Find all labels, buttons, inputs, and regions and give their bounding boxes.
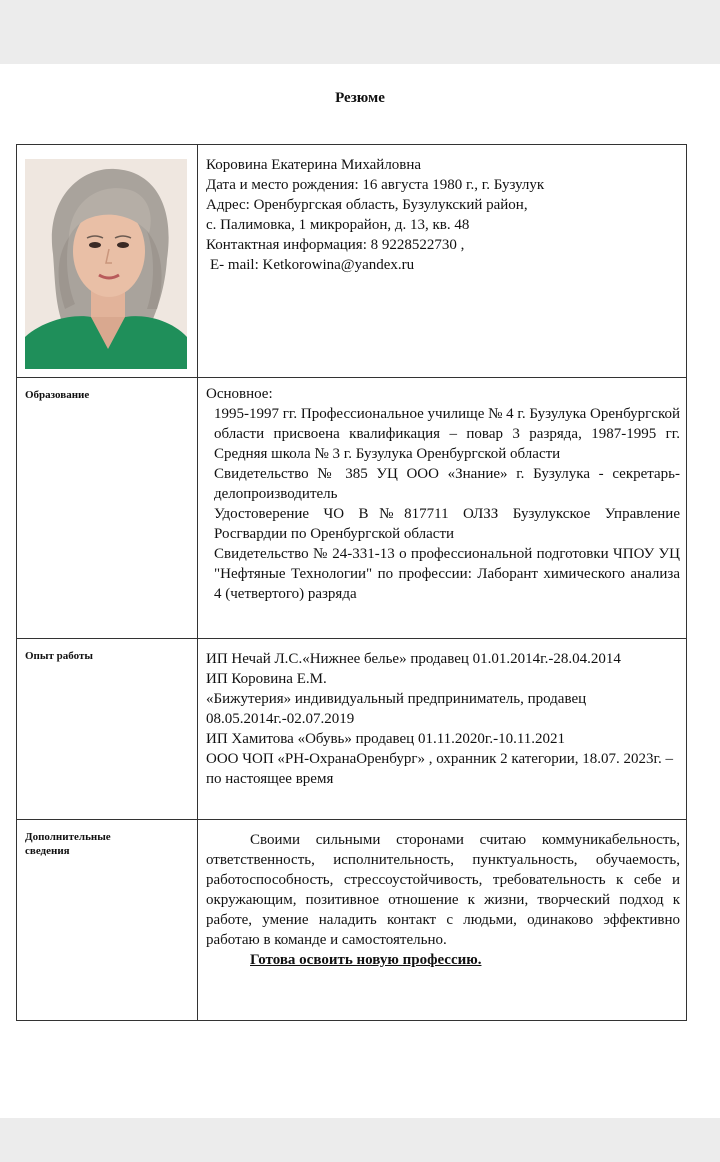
- additional-text: Своими сильными сторонами считаю коммуникабельность, ответственность, исполнительность, пунктуальность, обучаемость, работоспособность, стрессоустойчивость, требовательность к себе и окружающим, позитивное отношение к жизни, творческий подход к работе, умение наладить контакт с людьми, одинаково эффективно работаю в команде и самостоятельно.: [206, 832, 680, 948]
- person-portrait-icon: [25, 159, 187, 369]
- work-entry: ИП Коровина Е.М.: [206, 671, 327, 687]
- resume-table: [16, 144, 687, 1021]
- address-line-1: Адрес: Оренбургская область, Бузулукский район,: [206, 197, 528, 213]
- additional-label-cell: [17, 820, 198, 1021]
- work-label: Опыт работы: [25, 650, 93, 662]
- education-label-cell: [17, 378, 198, 639]
- personal-info-cell: [198, 145, 687, 378]
- document-title: Резюме: [335, 90, 385, 106]
- additional-row: [17, 820, 687, 1021]
- profile-photo: [25, 159, 187, 369]
- education-row: [17, 378, 687, 639]
- work-entry: ИП Хамитова «Обувь» продавец 01.11.2020г.-10.11.2021: [206, 731, 566, 747]
- address-line-2: с. Палимовка, 1 микрорайон, д. 13, кв. 48: [206, 217, 470, 233]
- contact-phone: Контактная информация: 8 9228522730 ,: [206, 237, 465, 253]
- education-paragraph: 1995-1997 гг. Профессиональное училище № 4 г. Бузулука Оренбургской области присвоена квалификация – повар 3 разряда, 1987-1995 гг. Средняя школа № 3 г. Бузулука Оренбургской области: [214, 406, 680, 462]
- education-heading: Основное:: [206, 386, 273, 402]
- education-paragraph: Свидетельство № 385 УЦ ООО «Знание» г. Бузулука - секретарь-делопроизводитель: [214, 466, 680, 502]
- contact-email: E- mail: Ketkorowina@yandex.ru: [210, 257, 415, 273]
- work-row: [17, 639, 687, 820]
- education-paragraph: Свидетельство № 24-331-13 о профессиональной подготовки ЧПОУ УЦ "Нефтяные Технологии" по профессии: Лаборант химического анализа 4 (четвертого) разряда: [214, 546, 680, 602]
- photo-cell: [17, 145, 198, 378]
- education-content-cell: [198, 378, 687, 639]
- additional-closing: Готова освоить новую профессию.: [250, 952, 482, 968]
- birth-info: Дата и место рождения: 16 августа 1980 г., г. Бузулук: [206, 177, 545, 193]
- work-content-cell: [198, 639, 687, 820]
- full-name: Коровина Екатерина Михайловна: [206, 157, 422, 173]
- resume-page: [0, 64, 720, 1118]
- additional-content-cell: [198, 820, 687, 1021]
- additional-label: Дополнительные сведения: [25, 831, 111, 857]
- education-paragraph: Удостоверение ЧО В№817711 ОЛЗЗ Бузулукское Управление Росгвардии по Оренбургской области: [214, 506, 680, 542]
- work-entry: ООО ЧОП «РН-ОхранаОренбург» , охранник 2 категории, 18.07. 2023г. – по настоящее время: [206, 751, 673, 787]
- work-entry: «Бижутерия» индивидуальный предприниматель, продавец 08.05.2014г.-02.07.2019: [206, 691, 587, 727]
- work-entry: ИП Нечай Л.С.«Нижнее белье» продавец 01.01.2014г.-28.04.2014: [206, 651, 621, 667]
- personal-row: [17, 145, 687, 378]
- education-label: Образование: [25, 389, 90, 401]
- work-label-cell: [17, 639, 198, 820]
